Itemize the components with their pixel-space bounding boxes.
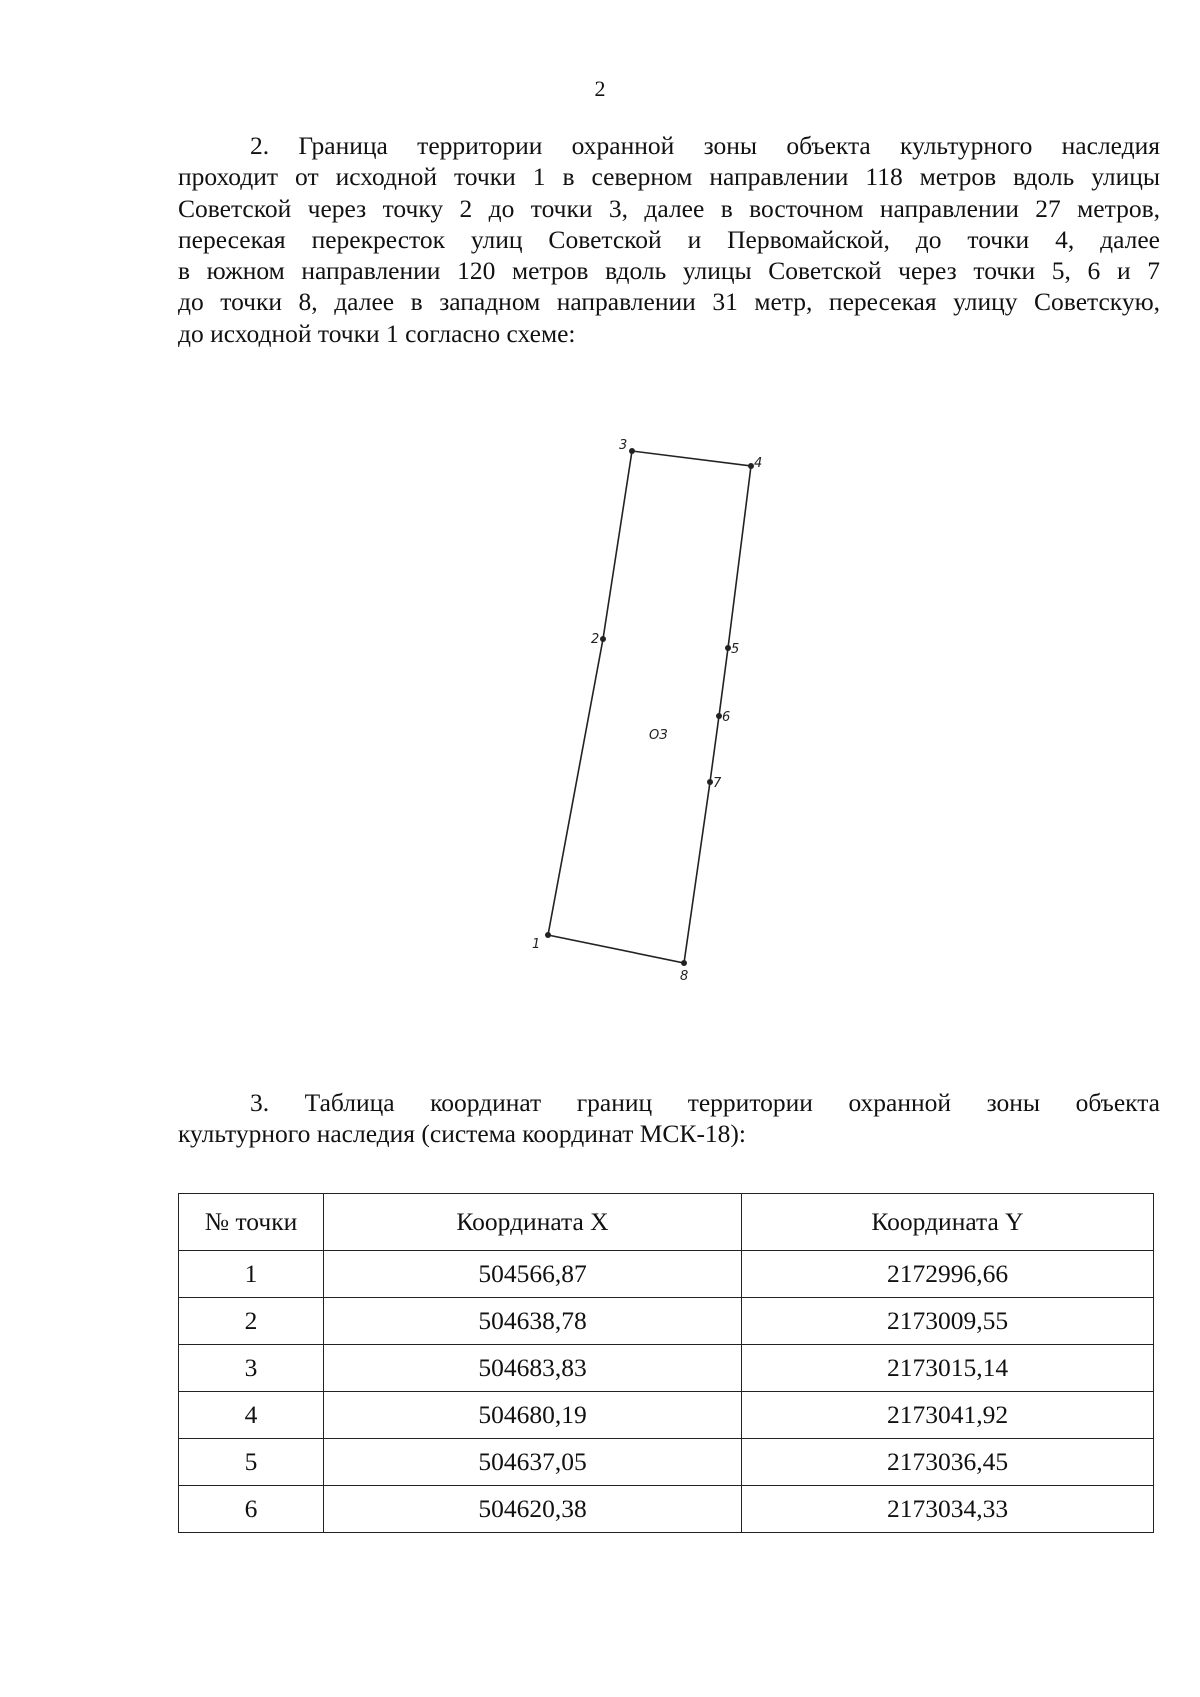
table-intro-paragraph: [178, 1087, 1160, 1150]
vertex-4: [748, 463, 754, 469]
paragraph-line: до точки 8, далее в западном направлении 31 метр, пересекая улицу Советскую,: [178, 287, 1160, 317]
vertex-3: [629, 448, 635, 454]
cell-coordinate-x: 504620,38: [324, 1486, 742, 1533]
vertex-2: [600, 636, 606, 642]
point-label-4: 4: [754, 456, 763, 471]
cell-coordinate-y: 2173015,14: [742, 1345, 1154, 1392]
cell-point-number: 1: [179, 1251, 324, 1298]
vertex-7: [707, 779, 713, 785]
table-row: [179, 1251, 1154, 1298]
coordinates-table: [178, 1193, 1154, 1533]
boundary-polygon: [548, 451, 751, 963]
point-label-2: 2: [591, 632, 600, 647]
cell-coordinate-x: 504680,19: [324, 1392, 742, 1439]
table-row: [179, 1345, 1154, 1392]
vertex-1: [545, 932, 551, 938]
point-label-7: 7: [713, 776, 722, 791]
point-label-3: 3: [619, 438, 628, 453]
header-coordinate-y: Координата Y: [742, 1194, 1154, 1251]
boundary-description-paragraph: [178, 130, 1160, 349]
paragraph-line: Советской через точку 2 до точки 3, далее в восточном направлении 27 метров,: [178, 193, 1160, 223]
paragraph-line: культурного наследия (система координат МСК-18):: [178, 1119, 747, 1149]
cell-point-number: 4: [179, 1392, 324, 1439]
paragraph-line: до исходной точки 1 согласно схеме:: [178, 318, 576, 348]
point-label-6: 6: [722, 710, 731, 725]
cell-coordinate-x: 504638,78: [324, 1298, 742, 1345]
cell-coordinate-y: 2173036,45: [742, 1439, 1154, 1486]
paragraph-line: 2. Граница территории охранной зоны объекта культурного наследия: [250, 131, 1160, 160]
point-label-5: 5: [731, 642, 740, 657]
paragraph-line: 3. Таблица координат границ территории охранной зоны объекта: [250, 1088, 1160, 1117]
cell-coordinate-x: 504566,87: [324, 1251, 742, 1298]
cell-coordinate-y: 2172996,66: [742, 1251, 1154, 1298]
table-row: [179, 1486, 1154, 1533]
cell-coordinate-x: 504683,83: [324, 1345, 742, 1392]
header-coordinate-x: Координата X: [324, 1194, 742, 1251]
cell-point-number: 2: [179, 1298, 324, 1345]
paragraph-line: пересекая перекресток улиц Советской и Первомайской, до точки 4, далее: [178, 224, 1160, 254]
table-row: [179, 1439, 1154, 1486]
cell-point-number: 5: [179, 1439, 324, 1486]
zone-label: ОЗ: [649, 728, 668, 743]
cell-coordinate-y: 2173009,55: [742, 1298, 1154, 1345]
boundary-vertices: [545, 448, 754, 966]
table-header-row: [179, 1194, 1154, 1251]
table-row: [179, 1392, 1154, 1439]
point-label-1: 1: [532, 937, 541, 952]
page-number: 2: [594, 76, 606, 101]
cell-point-number: 3: [179, 1345, 324, 1392]
vertex-5: [725, 645, 731, 651]
cell-coordinate-y: 2173041,92: [742, 1392, 1154, 1439]
paragraph-line: проходит от исходной точки 1 в северном направлении 118 метров вдоль улицы: [178, 162, 1160, 192]
point-label-8: 8: [680, 969, 689, 984]
cell-coordinate-x: 504637,05: [324, 1439, 742, 1486]
header-point-number: № точки: [179, 1194, 324, 1251]
vertex-8: [681, 960, 687, 966]
vertex-6: [716, 713, 722, 719]
cell-point-number: 6: [179, 1486, 324, 1533]
paragraph-line: в южном направлении 120 метров вдоль улицы Советской через точки 5, 6 и 7: [178, 256, 1160, 286]
cell-coordinate-y: 2173034,33: [742, 1486, 1154, 1533]
table-row: [179, 1298, 1154, 1345]
